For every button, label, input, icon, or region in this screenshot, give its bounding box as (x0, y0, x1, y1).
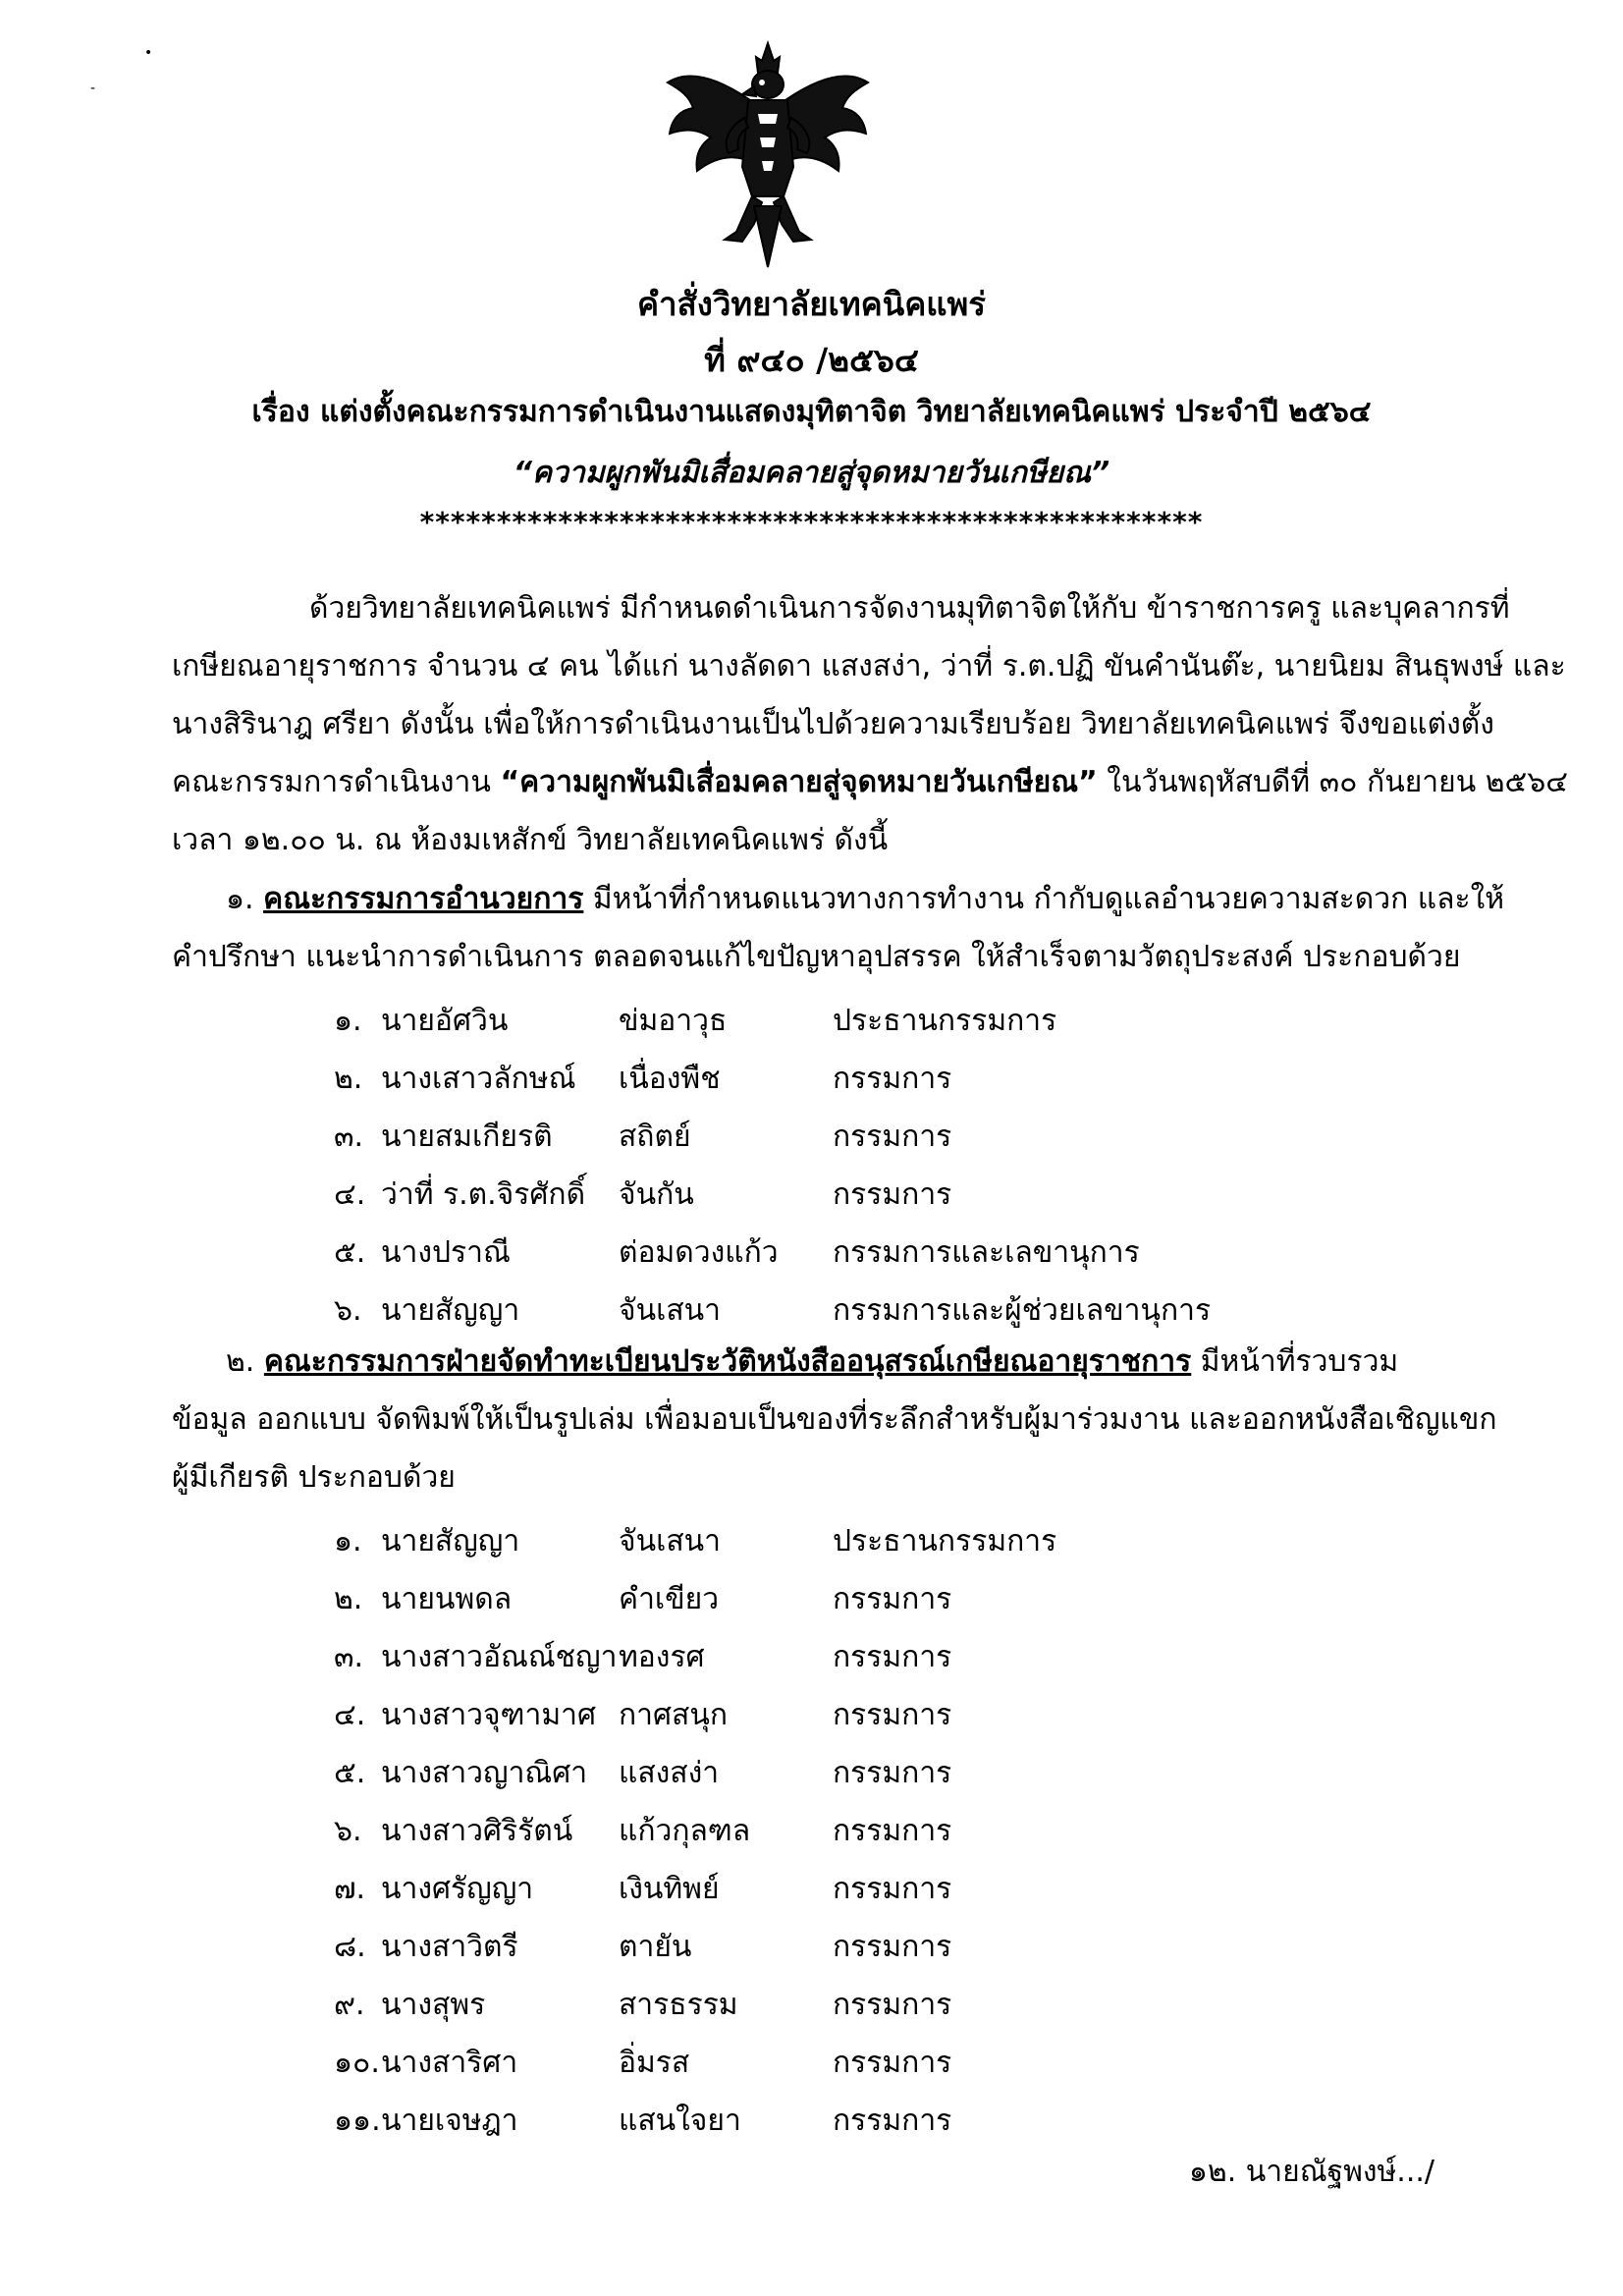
member-number: ๓. (334, 1120, 364, 1154)
member-number: ๖. (334, 1814, 362, 1848)
section-desc: คำปรึกษา แนะนำการดำเนินการ ตลอดจนแก้ไขปัญหาอุปสรรค ให้สำเร็จตามวัตถุประสงค์ ประกอบด้วย (172, 940, 1461, 974)
intro-text: คณะกรรมการดำเนินงาน (172, 765, 501, 799)
section-heading (172, 1333, 1448, 1391)
member-first-name: นางสาวศิริรัตน์ (381, 1814, 573, 1848)
member-number: ๗. (334, 1872, 366, 1906)
member-number: ๒. (334, 1582, 363, 1616)
divider: *************************************************** (419, 506, 1204, 538)
member-first-name: ว่าที่ ร.ต.จิรศักดิ์ (381, 1177, 586, 1212)
member-last-name: อิ่มรส (619, 2046, 690, 2080)
section-heading (172, 870, 1505, 928)
member-last-name: จันกัน (619, 1177, 694, 1212)
section-desc: ข้อมูล ออกแบบ จัดพิมพ์ให้เป็นรูปเล่ม เพื่อมอบเป็นของที่ระลึกสำหรับผู้มาร่วมงาน และออกหนังสือเชิญแขก (172, 1402, 1497, 1437)
intro-line: เกษียณอายุราชการ จำนวน ๔ คน ได้แก่ นางลัดดา แสงสง่า, ว่าที่ ร.ต.ปฏิ ขันคำนันต๊ะ, นายนิยม สินธุพงษ์ และ (172, 649, 1566, 683)
member-number: ๑๑. (334, 2104, 381, 2138)
intro-paragraph (172, 579, 1568, 869)
member-first-name: นายสัญญา (381, 1524, 520, 1558)
member-role: กรรมการ (833, 1582, 952, 1616)
member-role: กรรมการ (833, 1062, 952, 1096)
member-first-name: นางสาวอัณณ์ชญา (381, 1640, 618, 1674)
member-last-name: ทองรศ (619, 1640, 705, 1674)
member-role: กรรมการ (833, 1756, 952, 1790)
section-desc: ผู้มีเกียรติ ประกอบด้วย (172, 1460, 456, 1495)
member-role: กรรมการ (833, 2046, 952, 2080)
member-number: ๓. (334, 1640, 364, 1674)
member-last-name: สารธรรม (619, 1988, 738, 2022)
member-number: ๕. (334, 1756, 366, 1790)
member-last-name: จันเสนา (619, 1293, 722, 1328)
member-last-name: ข่มอาวุธ (619, 1004, 728, 1038)
member-role: กรรมการและเลขานุการ (833, 1235, 1140, 1270)
member-last-name: ต่อมดวงแก้ว (619, 1235, 779, 1270)
member-number: ๙. (334, 1988, 365, 2022)
member-number: ๑๐. (334, 2046, 380, 2080)
member-role: ประธานกรรมการ (833, 1524, 1057, 1558)
intro-line: ด้วยวิทยาลัยเทคนิคแพร่ มีกำหนดดำเนินการจัดงานมุทิตาจิตให้กับ ข้าราชการครู และบุคลากรที่ (309, 591, 1510, 626)
member-first-name: นางสาวญาณิศา (381, 1756, 588, 1790)
section-2 (172, 1333, 1497, 1506)
member-number: ๑. (334, 1004, 362, 1038)
scan-speck: - (90, 81, 96, 96)
member-last-name: ตายัน (619, 1930, 692, 1964)
event-name-inline: “ความผูกพันมิเสื่อมคลายสู่จุดหมายวันเกษียณ” (500, 765, 1098, 799)
member-first-name: นางสาริศา (381, 2046, 518, 2080)
order-subject: เรื่อง แต่งตั้งคณะกรรมการดำเนินงานแสดงมุทิตาจิต วิทยาลัยเทคนิคแพร่ ประจำปี ๒๕๖๔ (251, 395, 1372, 429)
member-role: กรรมการและผู้ช่วยเลขานุการ (833, 1293, 1212, 1328)
section-title: คณะกรรมการฝ่ายจัดทำทะเบียนประวัติหนังสืออนุสรณ์เกษียณอายุราชการ (263, 1344, 1192, 1379)
member-last-name: จันเสนา (619, 1524, 722, 1558)
member-role: กรรมการ (833, 1698, 952, 1732)
section-desc: มีหน้าที่กำหนดแนวทางการทำงาน กำกับดูแลอำนวยความสะดวก และให้ (583, 882, 1505, 916)
section-desc: มีหน้าที่รวบรวม (1191, 1344, 1399, 1379)
member-last-name: เนื่องพืช (619, 1062, 721, 1096)
member-first-name: นางสาวจุฑามาศ (381, 1698, 596, 1732)
member-role: กรรมการ (833, 1640, 952, 1674)
member-last-name: เงินทิพย์ (619, 1872, 720, 1906)
member-number: ๑. (334, 1524, 362, 1558)
member-first-name: นางปราณี (381, 1235, 511, 1270)
member-role: กรรมการ (833, 1814, 952, 1848)
member-role: กรรมการ (833, 1988, 952, 2022)
member-first-name: นายเจษฎา (381, 2104, 518, 2138)
member-first-name: นางสุพร (381, 1988, 486, 2022)
member-role: กรรมการ (833, 1177, 952, 1212)
member-role: กรรมการ (833, 1120, 952, 1154)
member-first-name: นายอัศวิน (381, 1004, 509, 1038)
member-role: กรรมการ (833, 1872, 952, 1906)
order-number: ที่ ๙๔๐ /๒๕๖๔ (704, 341, 919, 379)
section-number: ๒. (226, 1344, 264, 1379)
section-1 (172, 870, 1505, 986)
member-first-name: นางสาวิตรี (381, 1930, 518, 1964)
member-number: ๖. (334, 1293, 362, 1328)
member-first-name: นางศรัญญา (381, 1872, 534, 1906)
member-last-name: กาศสนุก (619, 1698, 729, 1732)
member-role: กรรมการ (833, 2104, 952, 2138)
member-last-name: แสงสง่า (619, 1756, 720, 1790)
section-number: ๑. (226, 882, 264, 916)
intro-text: ในวันพฤหัสบดีที่ ๓๐ กันยายน ๒๕๖๔ (1097, 765, 1568, 799)
member-first-name: นายนพดล (381, 1582, 513, 1616)
event-name: “ความผูกพันมิเสื่อมคลายสู่จุดหมายวันเกษียณ” (513, 456, 1110, 490)
order-title: คำสั่งวิทยาลัยเทคนิคแพร่ (636, 285, 987, 323)
member-number: ๘. (334, 1930, 366, 1964)
member-role: กรรมการ (833, 1930, 952, 1964)
intro-line: เวลา ๑๒.๐๐ น. ณ ห้องมเหสักข์ วิทยาลัยเทคนิคแพร่ ดังนี้ (172, 823, 889, 857)
garuda-emblem-icon (660, 39, 876, 270)
intro-line (172, 753, 1568, 811)
member-role: ประธานกรรมการ (833, 1004, 1057, 1038)
section-title: คณะกรรมการอำนวยการ (263, 882, 584, 916)
member-number: ๒. (334, 1062, 363, 1096)
member-first-name: นายสมเกียรติ (381, 1120, 553, 1154)
member-number: ๕. (334, 1235, 366, 1270)
member-first-name: นางเสาวลักษณ์ (381, 1062, 576, 1096)
member-last-name: แก้วกุลฑล (619, 1814, 751, 1848)
continued-reference: ๑๒. นายณัฐพงษ์.../ (1188, 2155, 1434, 2189)
member-last-name: แสนใจยา (619, 2104, 741, 2138)
scan-speck: • (144, 45, 153, 61)
member-number: ๔. (334, 1177, 366, 1212)
intro-line: นางสิรินาฎ ศรียา ดังนั้น เพื่อให้การดำเนินงานเป็นไปด้วยความเรียบร้อย วิทยาลัยเทคนิคแพร่ จึงขอแต่งตั้ง (172, 707, 1494, 741)
member-last-name: คำเขียว (619, 1582, 720, 1616)
member-number: ๔. (334, 1698, 366, 1732)
member-last-name: สถิตย์ (619, 1120, 691, 1154)
member-first-name: นายสัญญา (381, 1293, 520, 1328)
